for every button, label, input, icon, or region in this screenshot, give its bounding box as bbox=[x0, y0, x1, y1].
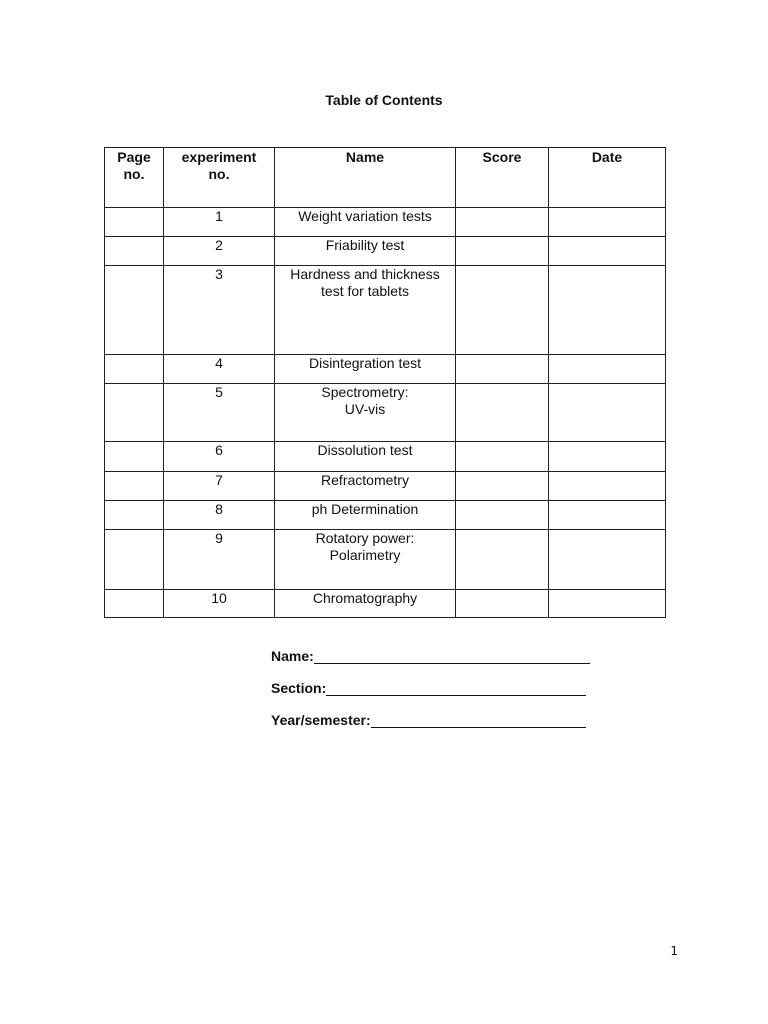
page-title: Table of Contents bbox=[325, 92, 443, 108]
date-cell bbox=[549, 442, 666, 472]
header-experiment-no: experiment no. bbox=[164, 148, 275, 208]
table-row bbox=[105, 472, 666, 501]
experiment-name-cell: Dissolution test bbox=[275, 442, 456, 472]
table-row bbox=[105, 590, 666, 618]
date-cell bbox=[549, 208, 666, 237]
page-cell bbox=[105, 208, 164, 237]
page-cell bbox=[105, 237, 164, 266]
header-date: Date bbox=[549, 148, 666, 208]
table-row bbox=[105, 208, 666, 237]
experiment-name-cell: Spectrometry: UV-vis bbox=[275, 384, 456, 442]
experiment-name-cell: Refractometry bbox=[275, 472, 456, 501]
table-row bbox=[105, 237, 666, 266]
header-name: Name bbox=[275, 148, 456, 208]
table-header-row bbox=[105, 148, 666, 208]
date-cell bbox=[549, 530, 666, 590]
score-cell bbox=[456, 208, 549, 237]
score-cell bbox=[456, 590, 549, 618]
page-cell bbox=[105, 266, 164, 355]
date-cell bbox=[549, 237, 666, 266]
table-row bbox=[105, 501, 666, 530]
table-row bbox=[105, 266, 666, 355]
date-cell bbox=[549, 355, 666, 384]
page-cell bbox=[105, 590, 164, 618]
page-cell bbox=[105, 384, 164, 442]
score-cell bbox=[456, 472, 549, 501]
experiment-cell: 4 bbox=[164, 355, 275, 384]
experiment-name-cell: Hardness and thickness test for tablets bbox=[275, 266, 456, 355]
experiment-cell: 6 bbox=[164, 442, 275, 472]
score-cell bbox=[456, 384, 549, 442]
header-page-no: Page no. bbox=[105, 148, 164, 208]
experiment-name-cell: Disintegration test bbox=[275, 355, 456, 384]
experiment-cell: 5 bbox=[164, 384, 275, 442]
header-score: Score bbox=[456, 148, 549, 208]
experiment-name-cell: ph Determination bbox=[275, 501, 456, 530]
date-cell bbox=[549, 501, 666, 530]
page-cell bbox=[105, 530, 164, 590]
page-cell bbox=[105, 472, 164, 501]
score-cell bbox=[456, 501, 549, 530]
table-row bbox=[105, 384, 666, 442]
page-number: 1 bbox=[670, 944, 678, 958]
section-field-row bbox=[271, 680, 590, 712]
page-cell bbox=[105, 442, 164, 472]
experiment-name-cell: Weight variation tests bbox=[275, 208, 456, 237]
year-semester-field-row bbox=[271, 712, 590, 744]
experiment-cell: 10 bbox=[164, 590, 275, 618]
name-label: Name: bbox=[271, 648, 314, 664]
experiment-name-cell: Chromatography bbox=[275, 590, 456, 618]
score-cell bbox=[456, 442, 549, 472]
table-row bbox=[105, 442, 666, 472]
name-blank-line[interactable] bbox=[314, 648, 590, 664]
page-cell bbox=[105, 501, 164, 530]
experiment-cell: 9 bbox=[164, 530, 275, 590]
date-cell bbox=[549, 384, 666, 442]
date-cell bbox=[549, 266, 666, 355]
score-cell bbox=[456, 355, 549, 384]
student-info-form bbox=[271, 648, 590, 744]
experiment-cell: 2 bbox=[164, 237, 275, 266]
experiment-name-cell: Friability test bbox=[275, 237, 456, 266]
date-cell bbox=[549, 472, 666, 501]
experiment-cell: 3 bbox=[164, 266, 275, 355]
score-cell bbox=[456, 266, 549, 355]
page-cell bbox=[105, 355, 164, 384]
date-cell bbox=[549, 590, 666, 618]
name-field-row bbox=[271, 648, 590, 680]
experiment-cell: 1 bbox=[164, 208, 275, 237]
score-cell bbox=[456, 530, 549, 590]
year-semester-label: Year/semester: bbox=[271, 712, 371, 728]
score-cell bbox=[456, 237, 549, 266]
table-row bbox=[105, 355, 666, 384]
experiment-name-cell: Rotatory power: Polarimetry bbox=[275, 530, 456, 590]
contents-table bbox=[104, 147, 666, 618]
experiment-cell: 7 bbox=[164, 472, 275, 501]
table-row bbox=[105, 530, 666, 590]
section-blank-line[interactable] bbox=[326, 680, 586, 696]
experiment-cell: 8 bbox=[164, 501, 275, 530]
section-label: Section: bbox=[271, 680, 327, 696]
year-semester-blank-line[interactable] bbox=[371, 712, 586, 728]
